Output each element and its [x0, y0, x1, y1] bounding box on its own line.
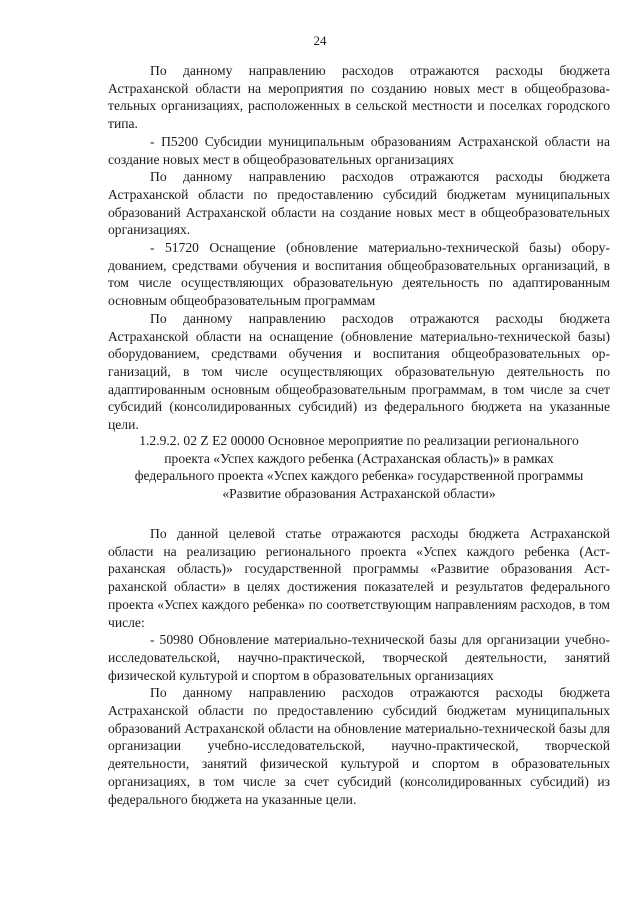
paragraph: - П5200 Субсидии муниципальным образованиям Астраханской области на создание новых мест в общеобразовательных организациях — [108, 133, 610, 167]
section-2-body — [108, 525, 610, 808]
paragraph: По данной целевой статье отражаются расходы бюджета Астраханской области на реализацию регионального проекта «Успех каждого ребенка (Астраханская область)» государственной программы «Развитие образования Астраханской области» в целях достижения показателей и результатов федерального проекта «Успех каждого ребенка» по соответствующим направлениям расходов, в том числе: — [108, 526, 610, 630]
paragraph: - 51720 Оснащение (обновление материально-технической базы) оборудованием, средствами обучения и воспитания общеобразовательных организаций, в том числе осуществляющих образовательную деятельность по адаптированным основным общеобразовательным программам — [108, 240, 610, 309]
paragraph: По данному направлению расходов отражаются расходы бюджета Астраханской области по предоставлению субсидий бюджетам муниципальных образований Астраханской области на создание новых мест в общеобразовательных организациях. — [108, 169, 610, 238]
paragraph: - 50980 Обновление материально-технической базы для организации учебно-исследовательской, научно-практической, творческой деятельности, занятий физической культурой и спортом в образовательных организациях — [108, 632, 610, 683]
section-1-body — [108, 62, 610, 434]
heading-line: «Развитие образования Астраханской области» — [222, 486, 496, 502]
heading-line: проекта «Успех каждого ребенка (Астраханская область)» в рамках — [164, 450, 554, 466]
paragraph: По данному направлению расходов отражаются расходы бюджета Астраханской области на мероприятия по созданию новых мест в общеобразовательных организациях, расположенных в сельской местности и поселках городского типа. — [108, 63, 610, 132]
paragraph: По данному направлению расходов отражаются расходы бюджета Астраханской области по предоставлению субсидий бюджетам муниципальных образований Астраханской области на обновление материально-технической базы для организации учебно-исследовательской, научно-практической, творческой деятельности, занятий физической культурой и спортом в образовательных организациях, в том числе за счет субсидий (консолидированных субсидий) из федерального бюджета на указанные цели. — [108, 685, 610, 807]
page-number: 24 — [313, 33, 327, 48]
heading-line: федерального проекта «Успех каждого ребенка» государственной программы — [134, 468, 584, 484]
heading-line: 1.2.9.2. 02 Z E2 00000 Основное мероприятие по реализации регионального — [139, 433, 579, 448]
section-heading — [108, 432, 610, 503]
paragraph: По данному направлению расходов отражаются расходы бюджета Астраханской области на оснащение (обновление материально-технической базы) оборудованием, средствами обучения и воспитания общеобразовательных организаций, в том числе осуществляющих образовательную деятельность по адаптированным основным общеобразовательным программам, в том числе за счет субсидий (консолидированных субсидий) из федерального бюджета на указанные цели. — [108, 310, 610, 433]
